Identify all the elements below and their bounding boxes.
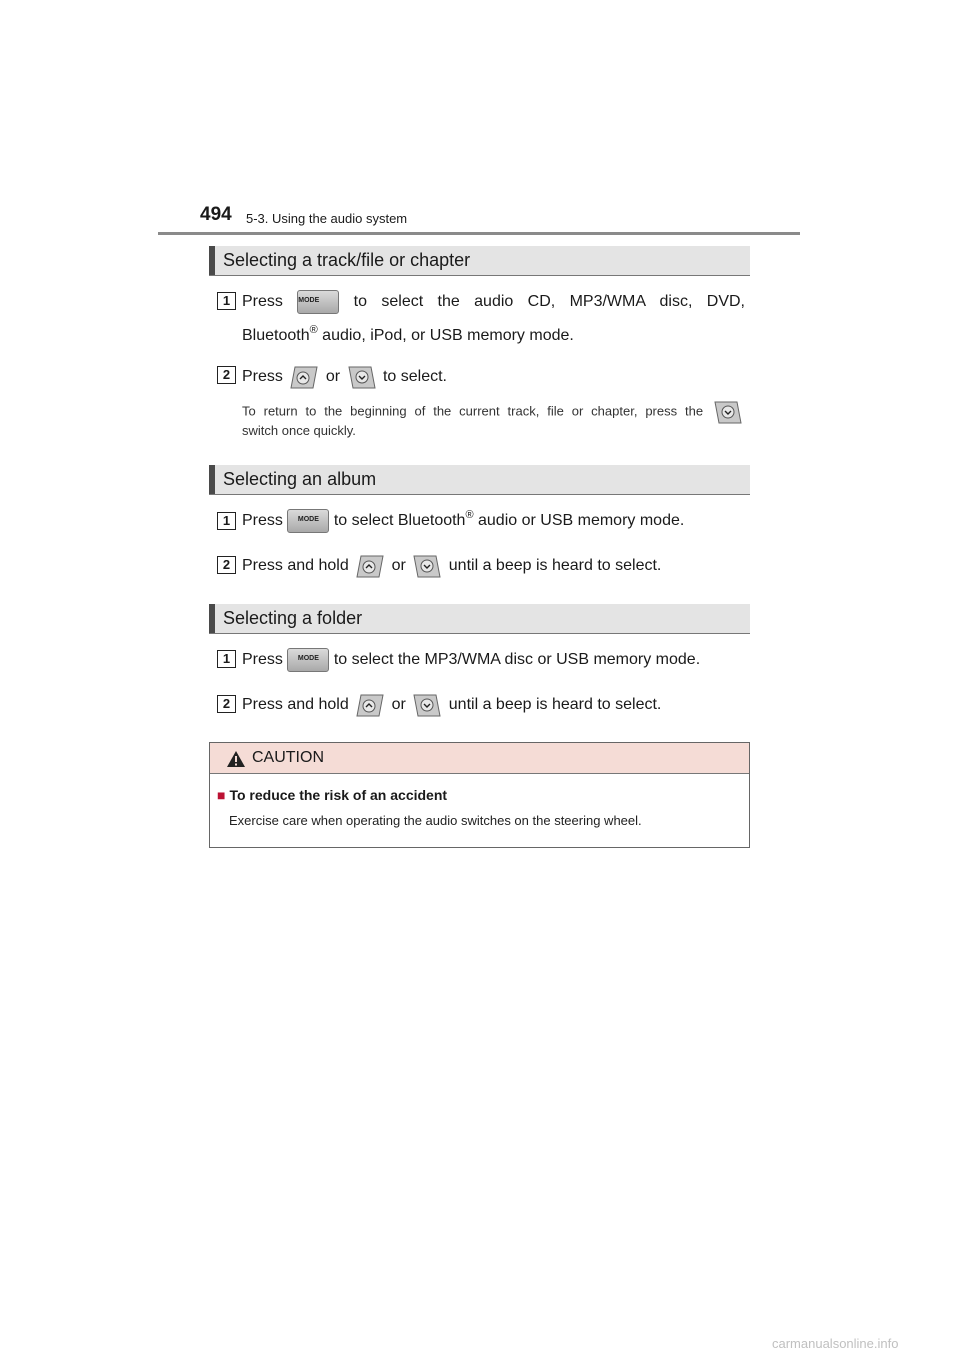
section-header-album [209,465,750,495]
step-number: 1 [217,512,236,530]
seek-down-switch-icon [345,364,379,390]
step-number: 1 [217,292,236,310]
mode-button-icon: MODE [287,648,329,672]
step-number: 1 [217,650,236,668]
caution-title: CAUTION [252,749,324,766]
watermark: carmanualsonline.info [772,1336,899,1351]
page-number: 494 [200,204,232,225]
section-header-folder [209,604,750,634]
header-rule [158,232,800,235]
bullet-square-icon: ■ [217,787,226,803]
seek-up-switch-icon [353,553,387,579]
caution-heading: ■ To reduce the risk of an accident [217,787,448,803]
note-text: To return to the beginning of the current track, file or chapter, press the [242,399,745,425]
step-number: 2 [217,556,236,574]
section-header-track [209,246,750,276]
seek-down-switch-icon [711,399,745,425]
section-title-track: Selecting a track/file or chapter [223,250,471,270]
seek-up-switch-icon [353,692,387,718]
step-text: Press and hold or until a beep is heard to select. [242,553,661,579]
note-text-cont: switch once quickly. [242,423,356,438]
step-number: 2 [217,366,236,384]
step-text: Press MODE to select the MP3/WMA disc or USB memory mode. [242,648,700,672]
step-text: Press MODE to select Bluetooth® audio or USB memory mode. [242,509,684,533]
warning-triangle-icon [226,750,246,768]
step-text: Press or to select. [242,364,447,390]
seek-down-switch-icon [410,692,444,718]
caution-header [210,743,749,774]
step-text-cont: Bluetooth® audio, iPod, or USB memory mode. [242,324,574,344]
seek-up-switch-icon [287,364,321,390]
step-text: Press and hold or until a beep is heard to select. [242,692,661,718]
mode-button-icon: MODE [287,509,329,533]
mode-button-icon: MODE [297,290,339,314]
step-number: 2 [217,695,236,713]
caution-box [209,742,750,848]
section-title-album: Selecting an album [223,469,377,489]
section-title: 5-3. Using the audio system [246,211,408,226]
seek-down-switch-icon [410,553,444,579]
section-title-folder: Selecting a folder [223,608,363,628]
step-text: Press MODE to select the audio CD, MP3/WMA disc, DVD, [242,290,745,314]
caution-body: Exercise care when operating the audio switches on the steering wheel. [229,813,642,828]
